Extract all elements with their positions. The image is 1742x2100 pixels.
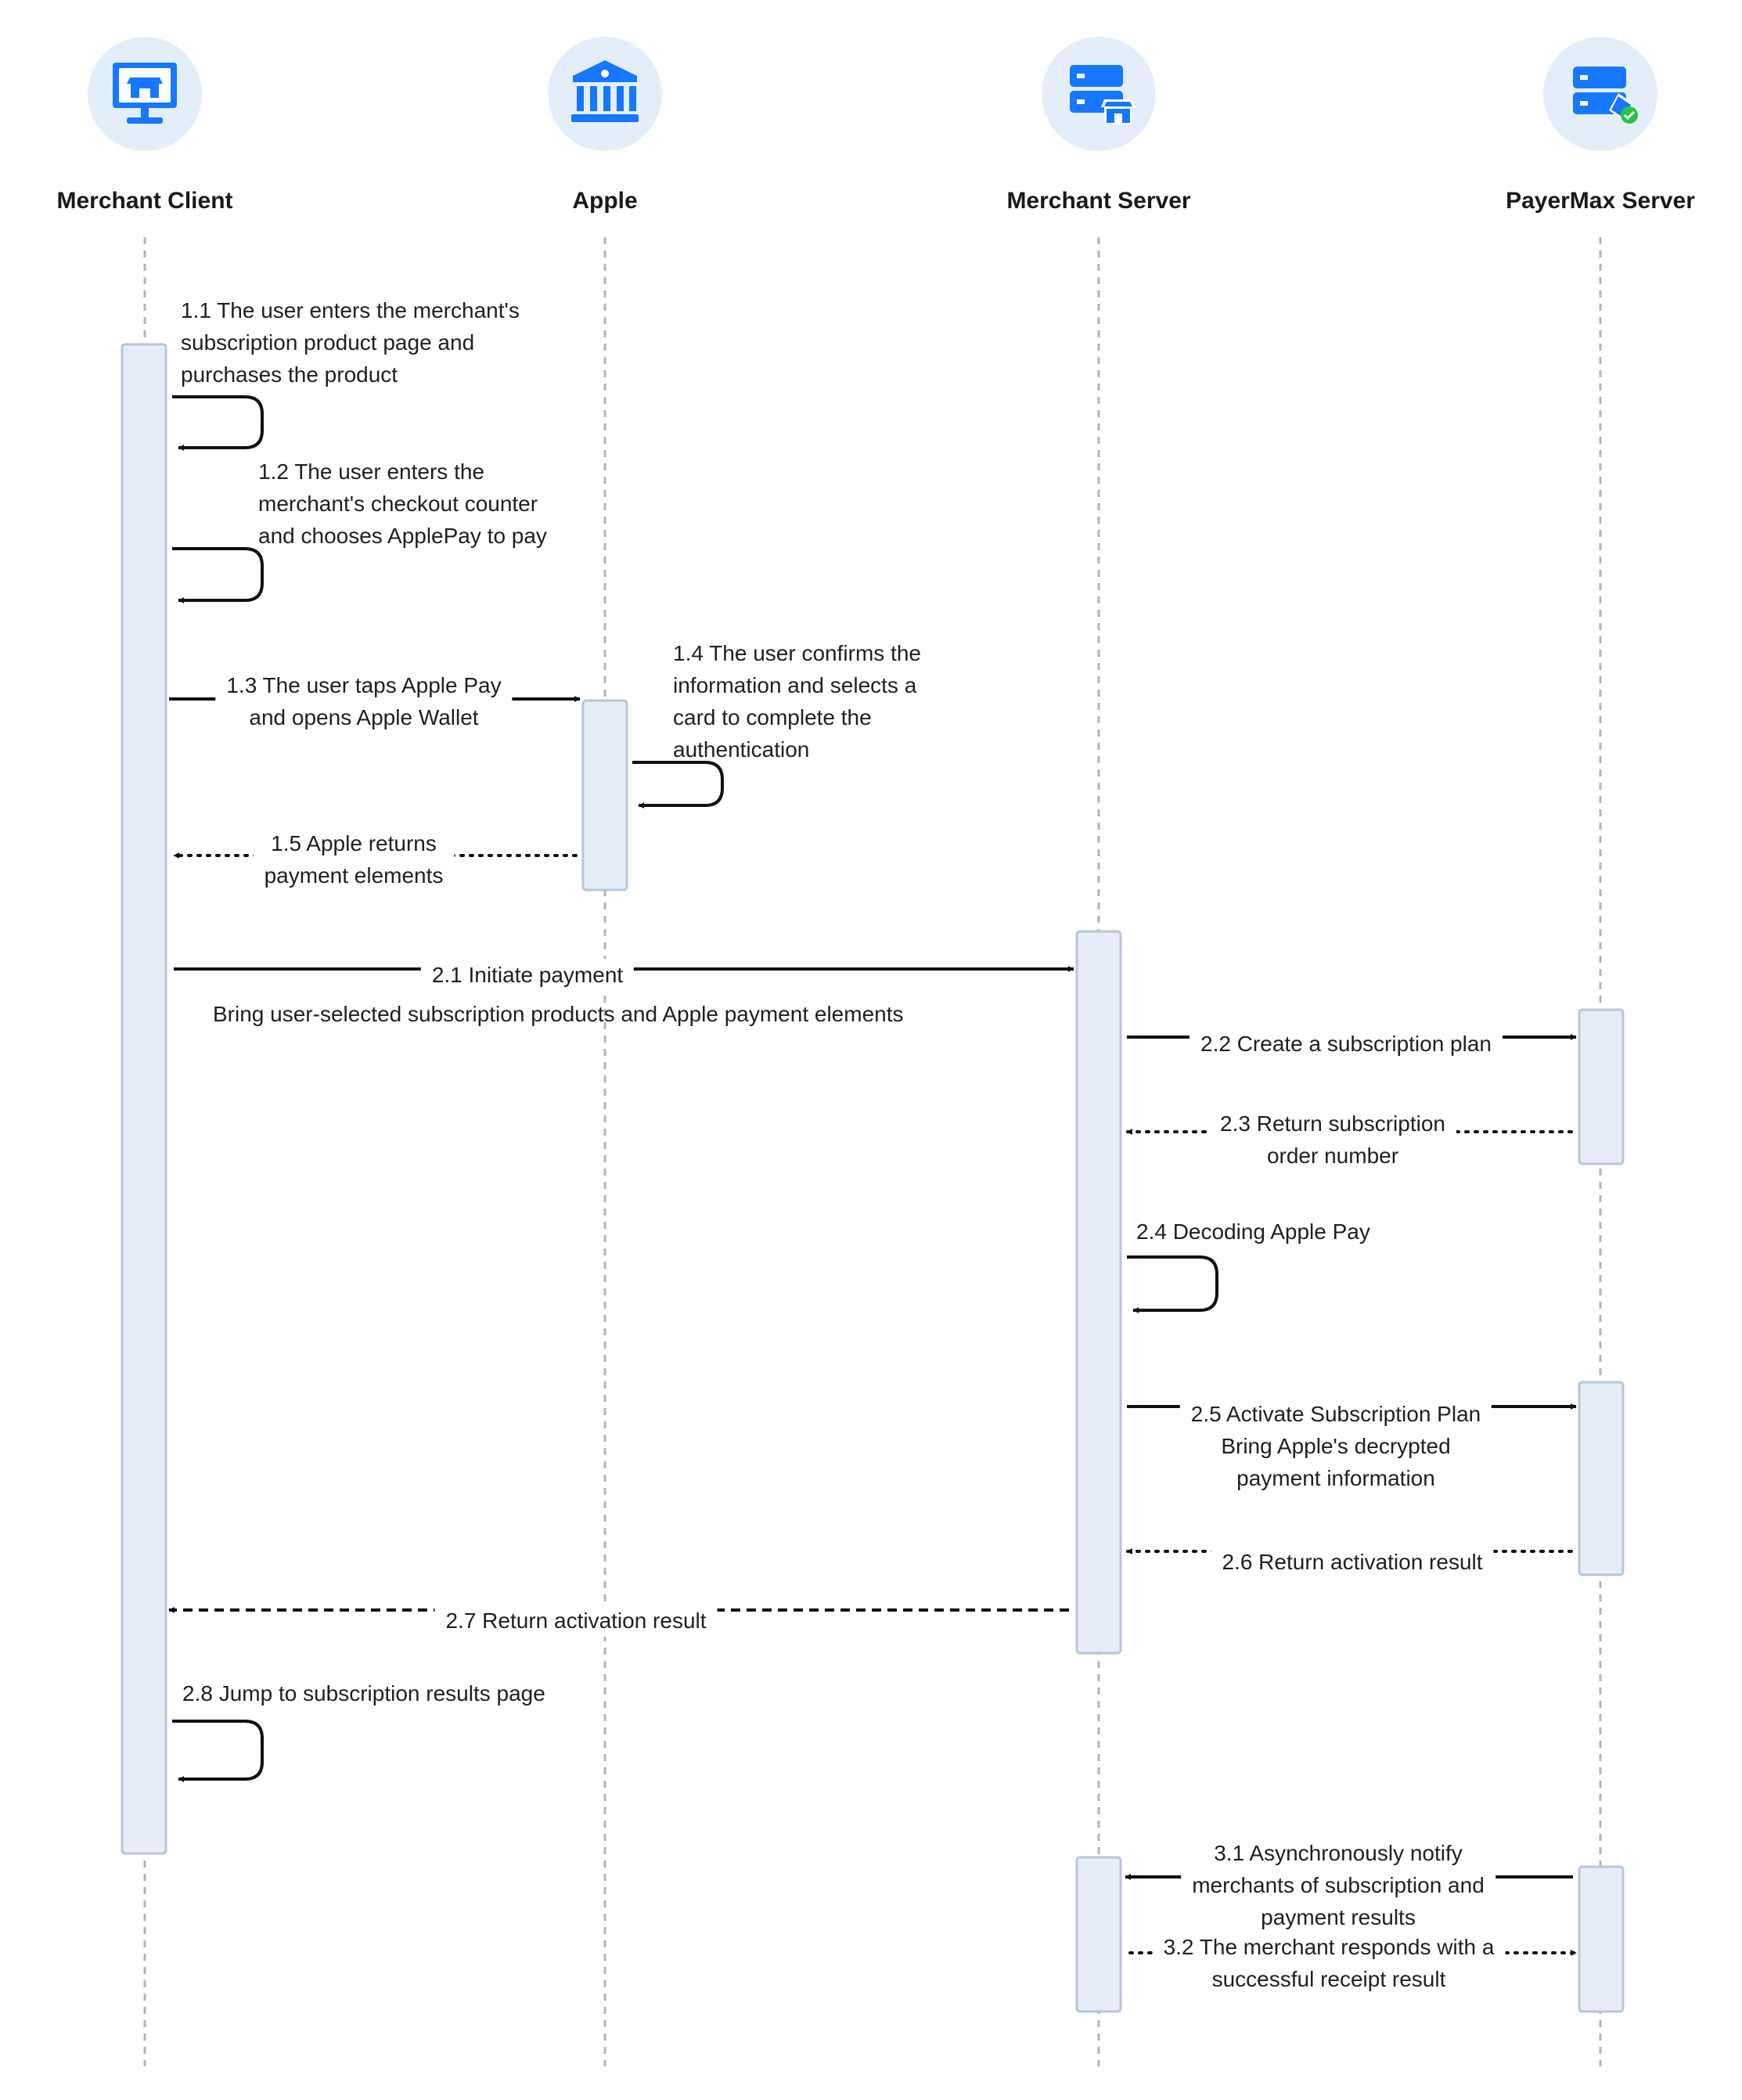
activation-bar-merchant-server — [1077, 1857, 1121, 2012]
self-call-arrow-2-8 — [172, 1721, 262, 1779]
message-label-2-4 — [1136, 1216, 1370, 1248]
message-text: merchant's checkout counter — [258, 492, 538, 516]
message-label-2-6 — [1211, 1546, 1493, 1578]
message-label-1-2 — [258, 456, 547, 552]
message-text: payment information — [1236, 1466, 1435, 1490]
message-text: 1.2 The user enters the — [258, 459, 484, 484]
message-text: information and selects a — [673, 673, 917, 697]
self-call-arrow-1-2 — [172, 549, 262, 600]
merchant-client-icon-circle — [88, 37, 202, 151]
message-label-1-5 — [254, 827, 455, 892]
message-text: payment elements — [264, 863, 444, 888]
message-text: merchants of subscription and — [1192, 1873, 1485, 1897]
message-text: 3.1 Asynchronously notify — [1214, 1841, 1463, 1865]
actor-title-payermax-server: PayerMax Server — [1506, 188, 1695, 214]
message-label-1-4 — [673, 637, 921, 765]
message-text: Bring Apple's decrypted — [1221, 1434, 1451, 1458]
message-text: purchases the product — [181, 362, 398, 387]
message-label-2-7 — [434, 1605, 717, 1637]
server-store-icon — [1042, 37, 1156, 151]
server-check-icon — [1543, 37, 1657, 151]
payermax-server-icon-circle — [1543, 37, 1657, 151]
message-text: 1.3 The user taps Apple Pay — [226, 673, 502, 697]
message-label-3-1 — [1181, 1837, 1495, 1933]
message-note-text: Bring user-selected subscription products and Apple payment elements — [213, 1002, 904, 1026]
self-call-arrow-2-4 — [1127, 1257, 1217, 1310]
message-text: card to complete the — [673, 705, 872, 729]
apple-icon-circle — [548, 37, 662, 151]
message-text: 2.4 Decoding Apple Pay — [1136, 1219, 1370, 1244]
message-text: 1.1 The user enters the merchant's — [181, 298, 520, 322]
message-text: payment results — [1261, 1905, 1416, 1929]
merchant-server-icon-circle — [1042, 37, 1156, 151]
activation-bar-merchant-server — [1077, 931, 1121, 1653]
message-text: 2.7 Return activation result — [445, 1608, 707, 1633]
message-label-2-2 — [1190, 1028, 1503, 1060]
bank-building-icon — [548, 37, 662, 151]
message-text: order number — [1266, 1144, 1399, 1168]
activation-bar-payermax-server — [1579, 1010, 1623, 1164]
activation-bar-apple — [583, 701, 627, 890]
activation-bar-payermax-server — [1579, 1867, 1623, 2012]
message-text: successful receipt result — [1211, 1967, 1446, 1991]
message-text: 2.2 Create a subscription plan — [1200, 1032, 1492, 1056]
message-text: 3.2 The merchant responds with a — [1163, 1935, 1495, 1959]
actor-title-apple: Apple — [572, 188, 638, 214]
message-text: 2.8 Jump to subscription results page — [182, 1681, 545, 1706]
message-text: 2.5 Activate Subscription Plan — [1190, 1402, 1481, 1426]
self-call-arrow-1-4 — [632, 762, 722, 805]
message-text: 1.4 The user confirms the — [673, 641, 921, 665]
activation-bar-payermax-server — [1579, 1382, 1623, 1575]
message-text: and chooses ApplePay to pay — [258, 524, 547, 548]
message-label-3-2 — [1153, 1931, 1506, 1995]
message-label-2-5 — [1180, 1398, 1492, 1494]
message-text: subscription product page and — [181, 330, 475, 355]
self-call-arrow-1-1 — [172, 397, 262, 448]
message-note-2-1 — [213, 998, 904, 1030]
activation-bar-merchant-client — [122, 344, 166, 1853]
message-label-1-3 — [215, 669, 512, 733]
message-text: 1.5 Apple returns — [271, 831, 437, 855]
message-text: authentication — [673, 737, 810, 762]
message-label-1-1 — [181, 294, 520, 391]
message-label-2-8 — [182, 1677, 545, 1709]
message-text: 2.3 Return subscription — [1220, 1111, 1445, 1136]
message-label-2-1 — [421, 959, 634, 991]
message-label-2-3 — [1209, 1108, 1456, 1172]
message-text: 2.6 Return activation result — [1222, 1550, 1483, 1574]
message-text: and opens Apple Wallet — [249, 705, 479, 729]
actor-title-merchant-server: Merchant Server — [1006, 188, 1191, 214]
monitor-store-icon — [88, 37, 202, 151]
actor-title-merchant-client: Merchant Client — [56, 188, 233, 214]
message-text: 2.1 Initiate payment — [431, 963, 624, 987]
